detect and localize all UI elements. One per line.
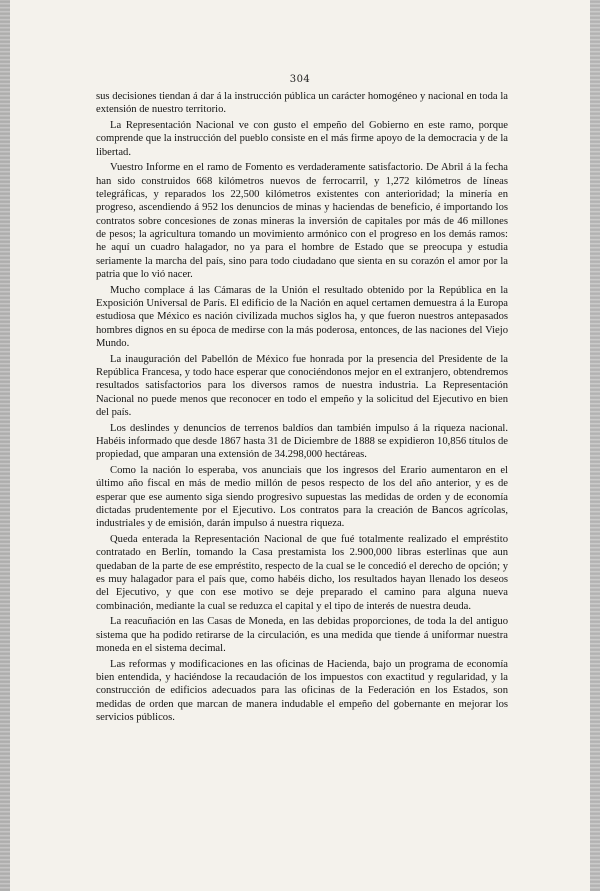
paragraph-fomento: Vuestro Informe en el ramo de Fomento es verdaderamente satisfactorio. De Abril á la fecha han sido construidos 668 kilómetros nuevos de ferrocarril, y 1,272 kilómetros de líneas telegráficas, y reparados los 22,500 kilómetros existentes con anterioridad; la minería en progreso, ascendiendo á 952 los denuncios de minas y haciendas de beneficio, é importando los contratos sobre concesiones de zonas mineras la inversión de capitales por más de 46 millones de pesos; la agricultura tomando un movimiento armónico con el progreso en los demás ramos: he aquí un cuadro halagador, no ya para el hombre de Estado que se preocupa y estudia seriamente la marcha del país, sino para todo ciudadano que sienta en su corazón el amor por la patria que lo vió nacer. — [96, 162, 508, 281]
paragraph-terrenos-baldios: Los deslindes y denuncios de terrenos baldíos dan también impulso á la riqueza nacional. Habéis informado que desde 1867 hasta 31 de Diciembre de 1888 se expidieron 10,856 títulos de propiedad, que amparan una extensión de 34.298,000 hectáreas. — [96, 422, 508, 461]
paragraph-exposicion-paris: Mucho complace á las Cámaras de la Unión el resultado obtenido por la República en la Exposición Universal de París. El edificio de la Nación en aquel certamen demuestra á la Europa estudiosa que México es nación civilizada muchos siglos ha, y que fueron nuestros antepasados hombres dignos en su época de medirse con la más poderosa, entonces, de las naciones del Viejo Mundo. — [96, 284, 508, 350]
scan-border-left — [0, 0, 10, 891]
body-text — [96, 90, 508, 727]
paragraph-emprestito-berlin: Queda enterada la Representación Nacional de que fué totalmente realizado el empréstito contratado en Berlín, tomando la Casa prestamista los 2.900,000 libras esterlinas que aun quedaban de la parte de ese empréstito, respecto de la cual se le concedió el derecho de opción; y es muy halagador para el país que, como habéis dicho, los resultados hayan llenado los deseos del Ejecutivo, y que con ese motivo se deje preparado el camino para alguna nueva combinación, mediante la cual se reduzca el capital y el tipo de interés de nuestra deuda. — [96, 534, 508, 612]
page-number: 304 — [289, 74, 311, 85]
paragraph-ingresos-erario: Como la nación lo esperaba, vos anunciais que los ingresos del Erario aumentaron en el último año fiscal en más de medio millón de pesos respecto de los del año anterior, y es de esperar que ese aumento siga siendo progresivo supuestas las medidas de orden y de economía dictadas prudentemente por el Ejecutivo. Los contratos para la creación de Bancos agrícolas, industriales y de emisión, darán impulso á nuestra riqueza. — [96, 465, 508, 530]
paragraph-reacunacion: La reacuñación en las Casas de Moneda, en las debidas proporciones, de toda la del antiguo sistema que ha podido retirarse de la circulación, es una medida que tiende á uniformar nuestra moneda en el sistema decimal. — [96, 616, 508, 655]
paragraph-reformas-hacienda: Las reformas y modificaciones en las oficinas de Hacienda, bajo un programa de economía bien entendida, y haciéndose la recaudación de los impuestos con exactitud y regularidad, y la construcción de edificios adecuados para las oficinas de la Federación en los Estados, son medidas de orden que marcan de manera indudable el empeño del gobernante en mejorar los servicios públicos. — [96, 658, 508, 724]
paragraph-instruccion-cont: sus decisiones tiendan á dar á la instrucción pública un carácter homogéneo y nacional en toda la extensión de nuestro territorio. — [96, 91, 508, 116]
scan-border-right — [590, 0, 600, 891]
paragraph-instruccion-pueblo: La Representación Nacional ve con gusto el empeño del Gobierno en este ramo, porque comprende que la instrucción del pueblo consiste en el más firme apoyo de la democracia y de la libertad. — [96, 119, 508, 158]
paragraph-pabellon-mexico: La inauguración del Pabellón de México fue honrada por la presencia del Presidente de la República Francesa, y todo hace esperar que conociéndonos mejor en el extranjero, obtendremos resultados satisfactorios para los diversos ramos de nuestra industria. La Representación Nacional no puede menos que reconocer en todo el empeño y la solicitud del Ejecutivo en bien del país. — [96, 353, 508, 419]
